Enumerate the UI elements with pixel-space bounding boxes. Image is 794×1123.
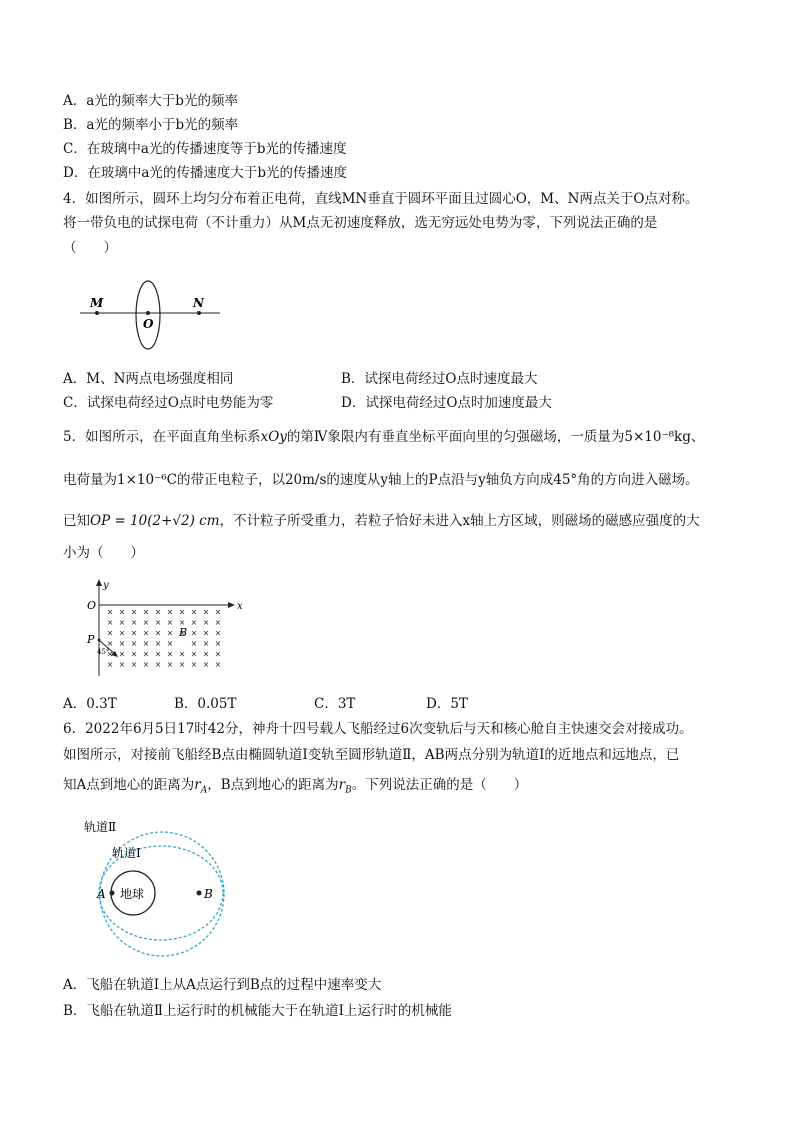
q5-text: 的第Ⅳ象限内有垂直坐标平面向里的匀强磁场，一质量为 [286,429,625,445]
q5-stem-line1 [63,427,704,447]
field-cross [144,642,148,646]
q5-mass: 5×10⁻⁸kg [624,429,691,445]
label-orbit-ii: 轨道Ⅱ [84,820,117,834]
field-cross [192,663,196,667]
field-cross [180,621,184,625]
field-cross [192,631,196,635]
magnetic-field-crosses [108,610,220,667]
q5-coord-system: xOy [260,429,287,445]
q4-options-row1 [63,369,538,389]
label-o: O [87,599,97,612]
field-cross [120,610,124,614]
label-n: N [193,296,204,310]
q6-rb: $r_B$ [338,777,352,796]
field-cross [132,642,136,646]
field-cross [108,663,112,667]
q5-text: 已知 [63,513,90,529]
field-cross [156,663,160,667]
q5-stem-line4: 小为（ ） [63,545,144,561]
q6-stem-line3 [63,775,527,801]
q5-options-row [63,694,468,714]
q5-option-c: C．3T [314,696,356,712]
field-cross [132,631,136,635]
field-cross [156,652,160,656]
field-cross [168,663,172,667]
q5-stem-line2 [63,470,699,490]
field-cross [204,663,208,667]
q4-options-row2 [63,393,552,413]
q3-option-a: A．a光的频率大于b光的频率 [63,93,238,109]
q4-stem-line1: 4．如图所示，圆环上均匀分布着正电荷，直线MN垂直于圆环平面且过圆心O，M、N两点关于O点对称。 [63,191,699,207]
field-cross [204,621,208,625]
field-cross [108,631,112,635]
field-cross [192,652,196,656]
field-cross [168,621,172,625]
field-cross [168,610,172,614]
q5-charge: 1×10⁻⁶C [117,472,177,488]
label-o: O [143,317,154,331]
field-cross [216,621,220,625]
field-cross [216,631,220,635]
q5-text: 的带正电粒子，以20m/s的速度从y轴上的P点沿与y轴负方向成45°角的方向进入磁场。 [176,472,699,488]
q4-option-c: C．试探电荷经过O点时电势能为零 [63,395,274,411]
label-x: x [237,601,243,612]
field-cross [204,610,208,614]
q5-option-a: A．0.3T [63,696,117,712]
y-axis-arrow [96,579,102,586]
label-a: A [97,887,106,901]
q5-stem-line3 [63,511,700,531]
q6-text: 知A点到地心的距离为 [63,777,195,793]
q4-ring-figure [75,275,225,355]
field-cross [168,652,172,656]
q5-option-d: D．5T [426,696,468,712]
field-cross [216,652,220,656]
field-cross [180,663,184,667]
label-orbit-i: 轨道Ⅰ [112,846,141,860]
label-angle: 45° [97,648,110,656]
field-cross [168,631,172,635]
field-cross [144,631,148,635]
field-cross [108,621,112,625]
field-cross [216,610,220,614]
q5-text: 、 [690,429,705,445]
field-cross [132,652,136,656]
field-cross [156,631,160,635]
field-cross [120,652,124,656]
field-cross [144,663,148,667]
field-cross [216,663,220,667]
label-earth: 地球 [120,887,145,901]
field-cross [204,631,208,635]
q5-field-figure [82,576,252,680]
point-n [197,311,201,315]
field-cross [144,652,148,656]
field-cross [132,621,136,625]
q5-text: 电荷量为 [63,472,117,488]
field-cross [180,652,184,656]
label-y: y [103,580,109,591]
field-cross [108,642,112,646]
q5-text: 5．如图所示，在平面直角坐标系 [63,429,261,445]
q3-option-d: D．在玻璃中a光的传播速度大于b光的传播速度 [63,165,348,181]
point-o [146,311,150,315]
q6-stem-line1: 6．2022年6月5日17时42分，神舟十四号载人飞船经过6次变轨后与天和核心舱自主快速交会对接成功。 [63,721,693,737]
field-cross [192,642,196,646]
label-m: M [90,296,104,310]
field-cross [192,610,196,614]
q6-option-b: B．飞船在轨道Ⅱ上运行时的机械能大于在轨道Ⅰ上运行时的机械能 [63,1003,452,1019]
point-a [110,891,115,896]
field-cross [204,652,208,656]
q6-text: 。下列说法正确的是（ ） [351,777,528,793]
field-cross [156,621,160,625]
q5-option-b: B．0.05T [174,696,237,712]
point-b [197,891,202,896]
x-axis-arrow [228,602,235,608]
q4-stem-line3: （ ） [63,240,117,256]
field-cross [156,610,160,614]
q5-op-equation: OP = 10(2+√2) cm [90,513,220,529]
q3-option-b: B．a光的频率小于b光的频率 [63,117,239,133]
label-b: B [204,887,213,901]
field-cross [144,621,148,625]
q3-option-c: C．在玻璃中a光的传播速度等于b光的传播速度 [63,141,347,157]
field-cross [120,663,124,667]
field-cross [120,631,124,635]
field-cross [204,642,208,646]
q4-option-a: A．M、N两点电场强度相同 [63,371,234,387]
field-cross [144,610,148,614]
field-cross [180,610,184,614]
field-cross [168,642,172,646]
label-b: B [179,626,188,639]
q6-text: ，B点到地心的距离为 [207,777,339,793]
q6-orbit-figure [78,814,228,962]
q4-stem-line2: 将一带负电的试探电荷（不计重力）从M点无初速度释放，选无穷远处电势为零，下列说法正确的是 [63,215,658,231]
point-p [98,639,101,642]
field-cross [192,621,196,625]
q4-option-b: B．试探电荷经过O点时速度最大 [341,371,538,387]
q6-stem-line2: 如图所示，对接前飞船经B点由椭圆轨道Ⅰ变轨至圆形轨道Ⅱ，AB两点分别为轨道Ⅰ的近地点和远地点，已 [63,747,680,763]
field-cross [108,610,112,614]
field-cross [120,621,124,625]
label-p: P [87,633,95,646]
field-cross [132,663,136,667]
field-cross [132,610,136,614]
field-cross [216,642,220,646]
q6-ra: $r_A$ [194,777,208,796]
field-cross [120,642,124,646]
q5-text: ，不计粒子所受重力，若粒子恰好未进入x轴上方区域，则磁场的磁感应强度的大 [219,513,700,529]
field-cross [156,642,160,646]
point-m [95,311,99,315]
q6-option-a: A．飞船在轨道Ⅰ上从A点运行到B点的过程中速率变大 [63,977,382,993]
q4-option-d: D．试探电荷经过O点时加速度最大 [341,395,552,411]
